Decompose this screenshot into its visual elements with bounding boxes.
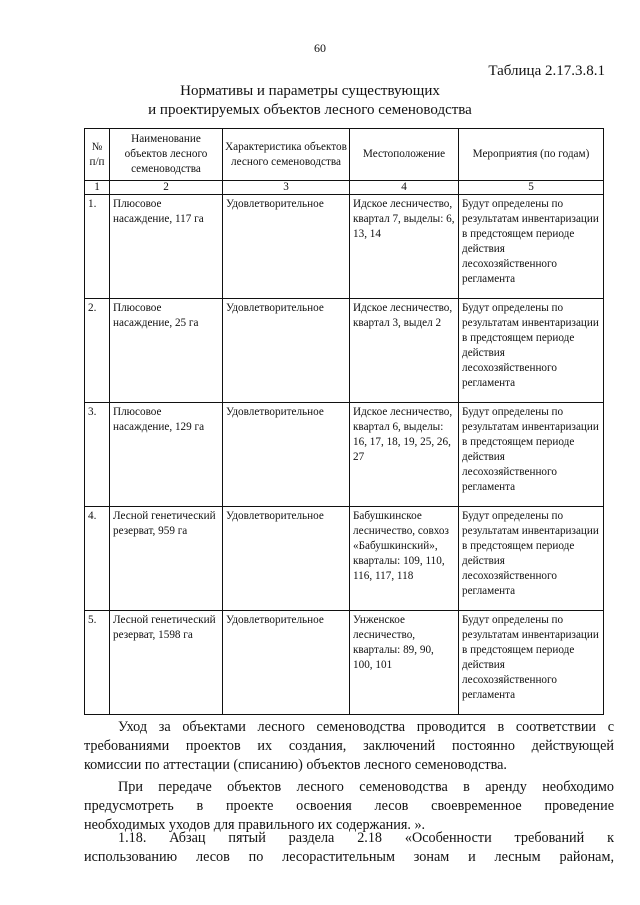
- header-num: № п/п: [85, 129, 110, 181]
- paragraph-lease: [84, 778, 614, 835]
- paragraph-line: использованию лесов по лесорастительным зонам и лесным районам,: [84, 849, 614, 865]
- row-characteristic: Удовлетворительное: [223, 299, 350, 403]
- table-row: [85, 507, 604, 611]
- page-number: 60: [314, 41, 326, 55]
- title-line-2: и проектируемых объектов лесного семеноводства: [148, 102, 472, 118]
- header-characteristic: Характеристика объектов лесного семеноводства: [223, 129, 350, 181]
- table-id: Таблица 2.17.3.8.1: [488, 63, 605, 79]
- paragraph-line: предусмотреть в проекте освоения лесов своевременное проведение: [84, 798, 614, 814]
- row-num: 5.: [85, 611, 110, 715]
- column-number-row: [85, 181, 604, 195]
- header-name: Наименование объектов лесного семеноводства: [110, 129, 223, 181]
- row-name: Плюсовое насаждение, 25 га: [110, 299, 223, 403]
- row-characteristic: Удовлетворительное: [223, 611, 350, 715]
- col-number: 5: [459, 181, 604, 195]
- table-row: [85, 299, 604, 403]
- paragraph-line: требованиями проектов их создания, заключений постоянно действующей: [84, 738, 614, 754]
- table-row: [85, 195, 604, 299]
- header-measures: Мероприятия (по годам): [459, 129, 604, 181]
- paragraph-line: необходимых уходов для правильного их содержания. ».: [84, 817, 426, 833]
- paragraph-line: 1.18. Абзац пятый раздела 2.18 «Особенности требований к: [118, 830, 614, 846]
- paragraph-line: комиссии по аттестации (списанию) объектов лесного семеноводства.: [84, 757, 507, 773]
- row-location: Унженское лесничество, кварталы: 89, 90, 100, 101: [350, 611, 459, 715]
- paragraph-line: Уход за объектами лесного семеноводства проводится в соответствии с: [118, 719, 614, 735]
- row-measures: Будут определены по результатам инвентаризации в предстоящем периоде действия лесохозяйственного регламента: [459, 299, 604, 403]
- paragraph-line: При передаче объектов лесного семеноводства в аренду необходимо: [118, 779, 614, 795]
- row-measures: Будут определены по результатам инвентаризации в предстоящем периоде действия лесохозяйственного регламента: [459, 403, 604, 507]
- row-location: Идское лесничество, квартал 3, выдел 2: [350, 299, 459, 403]
- table-row: [85, 611, 604, 715]
- table-row: [85, 403, 604, 507]
- row-location: Идское лесничество, квартал 7, выделы: 6, 13, 14: [350, 195, 459, 299]
- table-header-row: [85, 129, 604, 181]
- header-location: Местоположение: [350, 129, 459, 181]
- row-characteristic: Удовлетворительное: [223, 507, 350, 611]
- row-name: Плюсовое насаждение, 129 га: [110, 403, 223, 507]
- seed-objects-table: [84, 128, 604, 715]
- row-num: 1.: [85, 195, 110, 299]
- row-measures: Будут определены по результатам инвентаризации в предстоящем периоде действия лесохозяйственного регламента: [459, 611, 604, 715]
- row-location: Бабушкинское лесничество, совхоз «Бабушкинский», кварталы: 109, 110, 116, 117, 118: [350, 507, 459, 611]
- row-num: 4.: [85, 507, 110, 611]
- col-number: 1: [85, 181, 110, 195]
- row-measures: Будут определены по результатам инвентаризации в предстоящем периоде действия лесохозяйственного регламента: [459, 507, 604, 611]
- table-title: [120, 82, 500, 120]
- paragraph-care: [84, 718, 614, 775]
- paragraph-amendment: [84, 829, 614, 867]
- row-num: 2.: [85, 299, 110, 403]
- row-characteristic: Удовлетворительное: [223, 403, 350, 507]
- col-number: 2: [110, 181, 223, 195]
- col-number: 4: [350, 181, 459, 195]
- row-characteristic: Удовлетворительное: [223, 195, 350, 299]
- row-measures: Будут определены по результатам инвентаризации в предстоящем периоде действия лесохозяйственного регламента: [459, 195, 604, 299]
- title-line-1: Нормативы и параметры существующих: [180, 83, 440, 99]
- row-name: Плюсовое насаждение, 117 га: [110, 195, 223, 299]
- row-name: Лесной генетический резерват, 1598 га: [110, 611, 223, 715]
- row-num: 3.: [85, 403, 110, 507]
- row-name: Лесной генетический резерват, 959 га: [110, 507, 223, 611]
- row-location: Идское лесничество, квартал 6, выделы: 16, 17, 18, 19, 25, 26, 27: [350, 403, 459, 507]
- col-number: 3: [223, 181, 350, 195]
